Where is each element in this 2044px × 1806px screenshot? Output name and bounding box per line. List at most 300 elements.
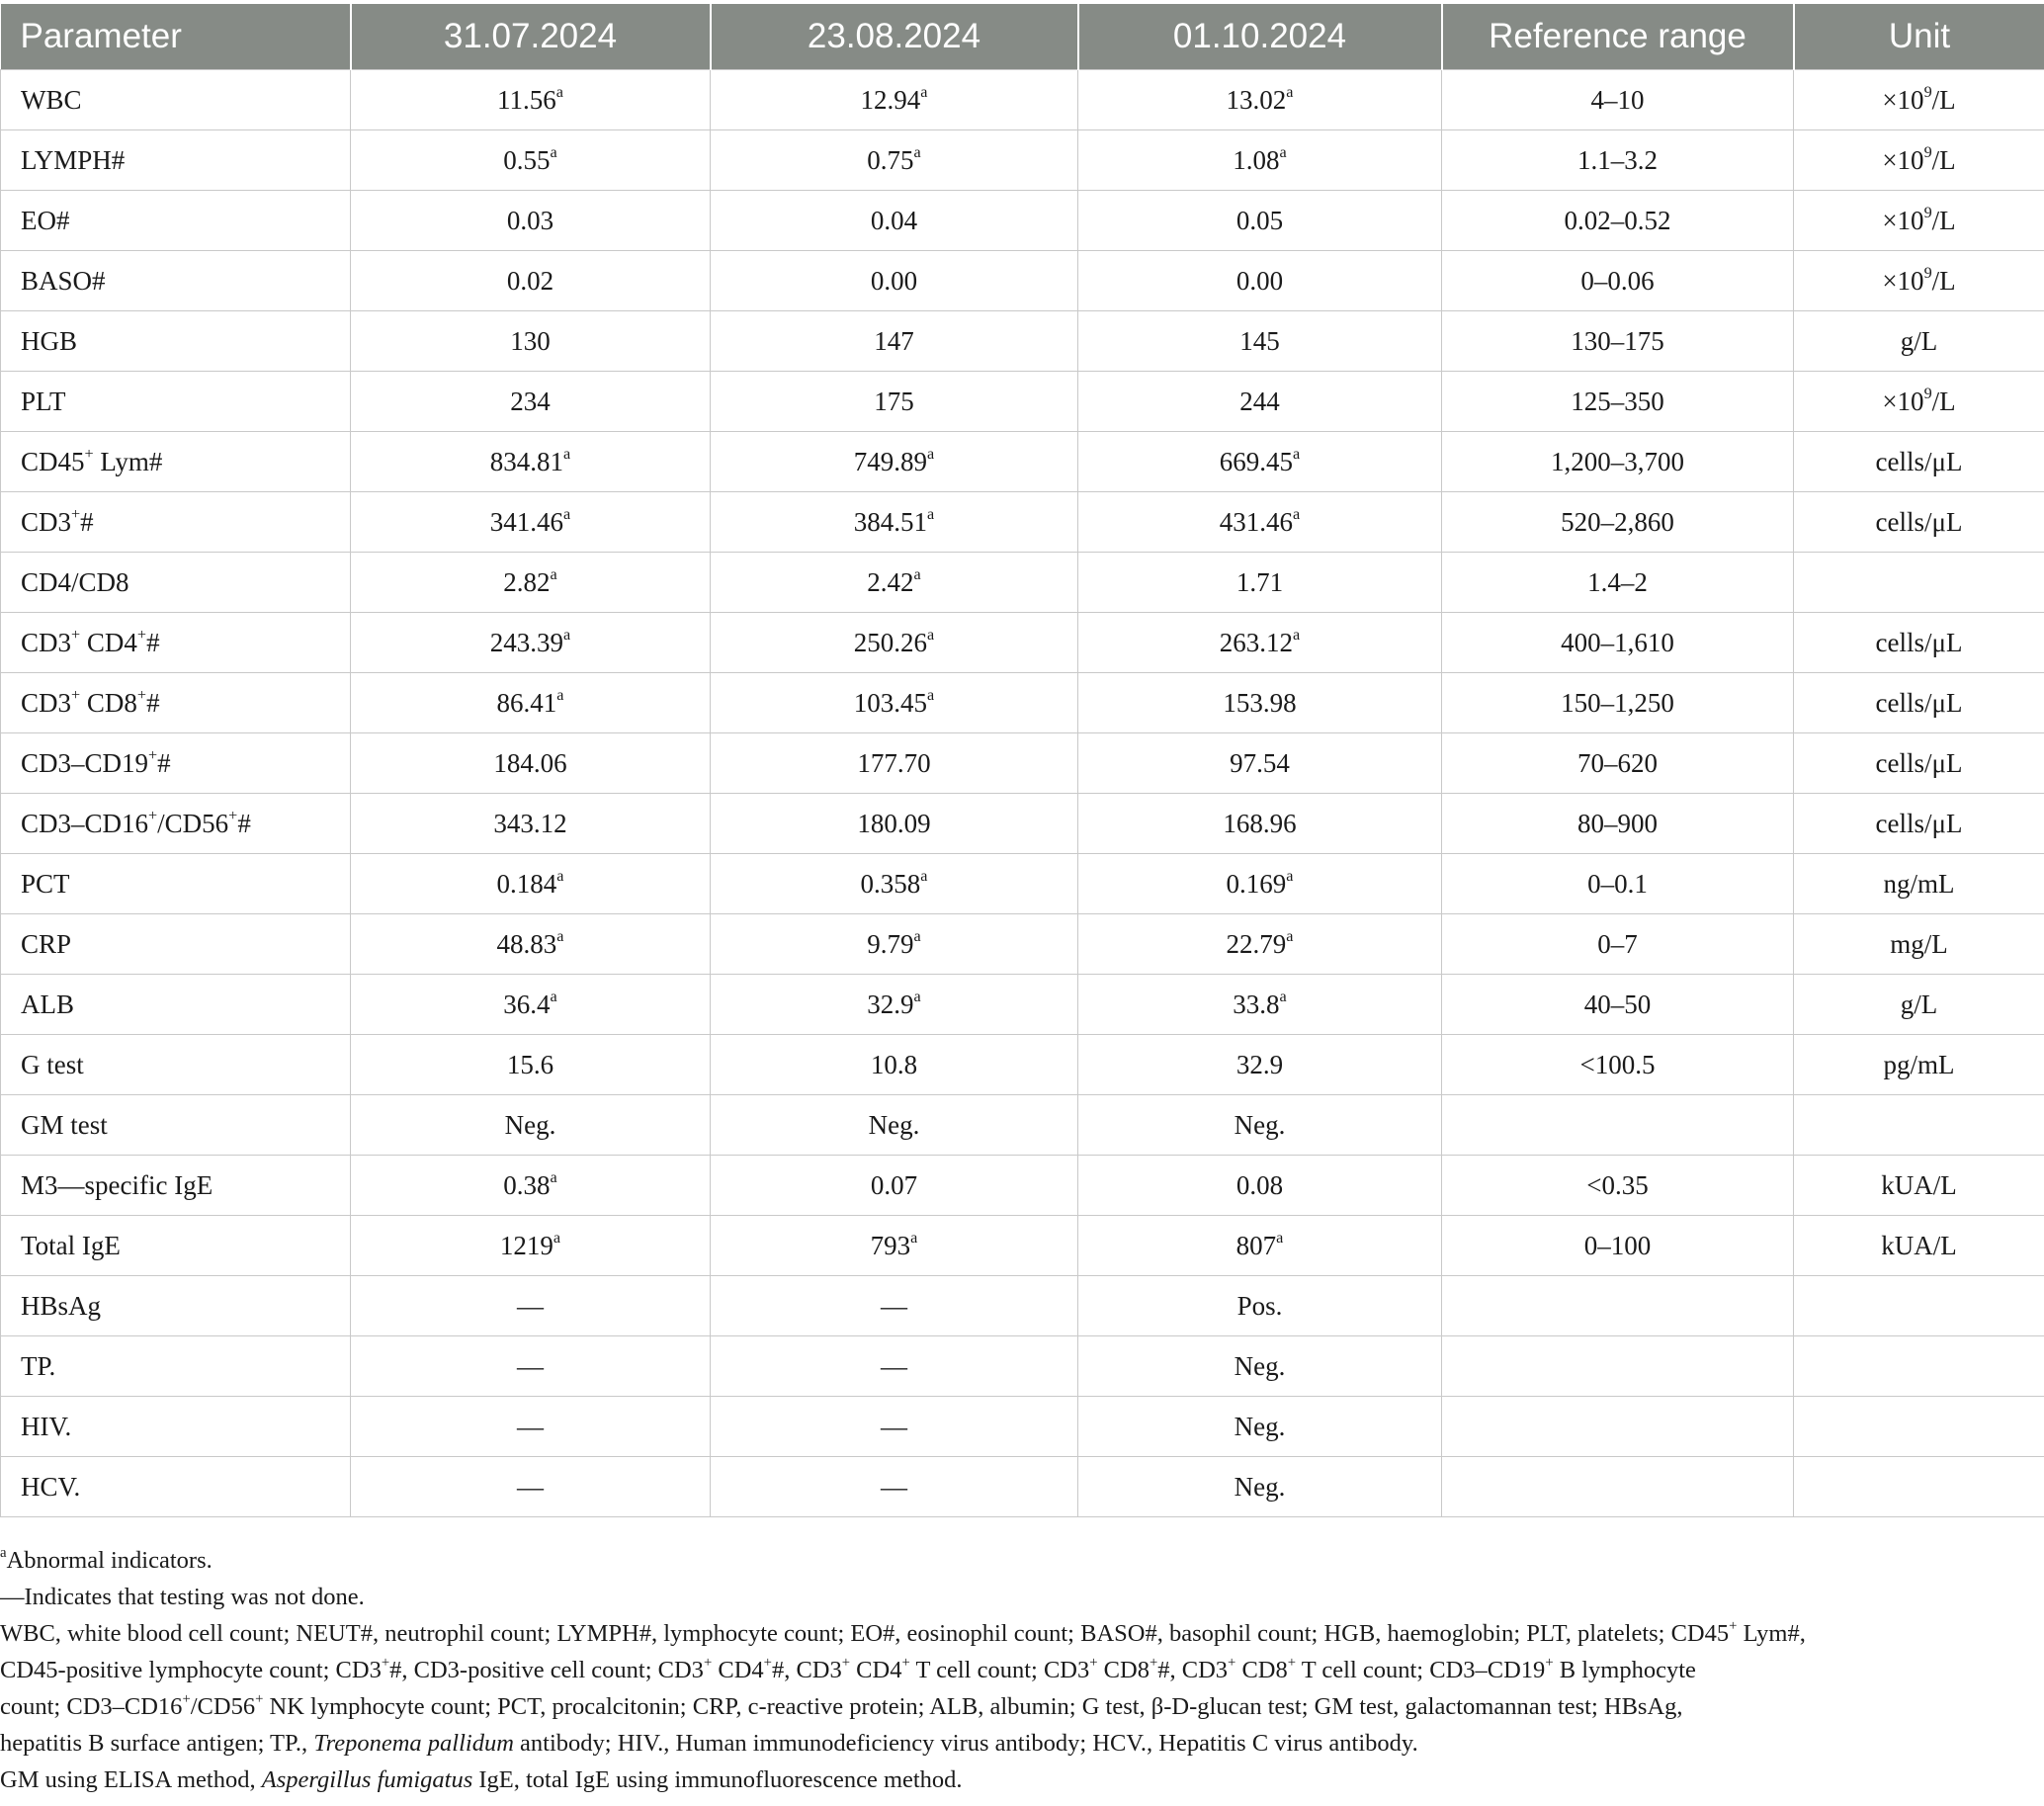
- table-row: [1, 70, 2044, 130]
- abnormal-marker: a: [913, 142, 921, 161]
- footnote-dash: —Indicates that testing was not done.: [0, 1584, 365, 1610]
- value-text: Neg.: [504, 1109, 556, 1140]
- cell-unit: [1794, 1035, 2044, 1095]
- cell-unit: [1794, 1095, 2044, 1156]
- parameter-superscript: +: [148, 806, 158, 824]
- cell-value-date-2: [711, 794, 1078, 854]
- value-text: 0.00: [1235, 265, 1284, 296]
- value-text: 32.9: [1235, 1049, 1284, 1079]
- unit-text: ×10: [1882, 84, 1924, 115]
- unit-superscript: 9: [1923, 263, 1932, 282]
- cell-reference-range: [1442, 130, 1794, 191]
- footnote-abbreviations: [0, 1615, 2026, 1762]
- header-row: [1, 4, 2044, 70]
- reference-text: 125–350: [1571, 386, 1664, 416]
- value-text: 1.71: [1235, 566, 1284, 597]
- value-text: 384.51: [853, 506, 928, 537]
- value-text: Pos.: [1236, 1290, 1283, 1321]
- value-text: 168.96: [1223, 808, 1297, 838]
- reference-text: <0.35: [1586, 1169, 1649, 1200]
- cell-unit: [1794, 794, 2044, 854]
- cell-reference-range: [1442, 432, 1794, 492]
- cell-reference-range: [1442, 1035, 1794, 1095]
- reference-text: 0–0.1: [1587, 868, 1648, 899]
- abnormal-marker: a: [927, 444, 935, 463]
- table-row: [1, 553, 2044, 613]
- table-row: [1, 914, 2044, 975]
- cell-parameter: [1, 1336, 351, 1397]
- abnormal-marker: a: [550, 564, 557, 583]
- cell-value-date-1: [351, 1035, 711, 1095]
- value-text: Neg.: [868, 1109, 920, 1140]
- cell-unit: [1794, 251, 2044, 311]
- cell-unit: [1794, 733, 2044, 794]
- parameter-superscript: +: [136, 625, 147, 644]
- cell-value-date-1: [351, 1336, 711, 1397]
- cell-unit: [1794, 492, 2044, 553]
- cell-parameter: [1, 914, 351, 975]
- cell-reference-range: [1442, 975, 1794, 1035]
- abbr-sup: +: [381, 1655, 390, 1672]
- table-row: [1, 1397, 2044, 1457]
- abbr-sup: +: [841, 1655, 851, 1672]
- parameter-text: M3—specific IgE: [21, 1169, 213, 1200]
- value-text: 48.83: [496, 928, 557, 959]
- abbr-text: hepatitis B surface antigen; TP.,: [0, 1730, 314, 1757]
- abnormal-marker: a: [1293, 504, 1301, 523]
- table-header: [1, 4, 2044, 70]
- value-text: 0.55: [503, 144, 551, 175]
- cell-reference-range: [1442, 311, 1794, 372]
- cell-value-date-1: [351, 1156, 711, 1216]
- table-row: [1, 1095, 2044, 1156]
- parameter-text: CD4/CD8: [21, 566, 129, 597]
- cell-value-date-1: [351, 1397, 711, 1457]
- cell-parameter: [1, 492, 351, 553]
- cell-value-date-1: [351, 794, 711, 854]
- cell-reference-range: [1442, 1276, 1794, 1336]
- cell-value-date-2: [711, 372, 1078, 432]
- cell-parameter: [1, 613, 351, 673]
- abnormal-marker: a: [563, 444, 571, 463]
- table-row: [1, 130, 2044, 191]
- reference-text: <100.5: [1579, 1049, 1656, 1079]
- value-text: 33.8: [1233, 989, 1280, 1019]
- value-text: 36.4: [503, 989, 551, 1019]
- unit-text: cells/μL: [1875, 747, 1963, 778]
- abbr-text: #, CD3: [771, 1657, 842, 1683]
- header-reference-range: Reference range: [1442, 4, 1794, 70]
- table-row: [1, 251, 2044, 311]
- abbr-text: B lymphocyte: [1553, 1657, 1696, 1683]
- abbr-text: WBC, white blood cell count; NEUT#, neutrophil count; LYMPH#, lymphocyte count; EO#, eosinophil count; BASO#, basophil count; HGB, haemoglobin; PLT, platelets; CD45: [0, 1620, 1730, 1647]
- value-text: 177.70: [857, 747, 931, 778]
- cell-value-date-3: [1078, 794, 1442, 854]
- cell-unit: [1794, 1457, 2044, 1517]
- value-text: 86.41: [496, 687, 557, 718]
- value-text: 0.169: [1226, 868, 1287, 899]
- cell-value-date-3: [1078, 70, 1442, 130]
- value-text: Neg.: [1234, 1411, 1286, 1441]
- reference-text: 0–100: [1583, 1230, 1652, 1260]
- abnormal-marker: a: [563, 504, 571, 523]
- abnormal-marker: a: [1286, 926, 1294, 945]
- table-row: [1, 432, 2044, 492]
- cell-unit: [1794, 432, 2044, 492]
- cell-reference-range: [1442, 1095, 1794, 1156]
- parameter-text: CD3: [21, 506, 72, 537]
- unit-text: kUA/L: [1881, 1230, 1957, 1260]
- value-text: 97.54: [1230, 747, 1290, 778]
- parameter-superscript: +: [228, 806, 238, 824]
- table-row: [1, 1156, 2044, 1216]
- cell-unit: [1794, 372, 2044, 432]
- parameter-text: Total IgE: [21, 1230, 121, 1260]
- value-text: 834.81: [489, 446, 564, 476]
- cell-value-date-2: [711, 613, 1078, 673]
- abbr-text: T cell count; CD3–CD19: [1296, 1657, 1546, 1683]
- cell-value-date-2: [711, 854, 1078, 914]
- cell-value-date-2: [711, 1156, 1078, 1216]
- value-text: 0.03: [506, 205, 554, 235]
- parameter-text: CD3: [21, 627, 72, 657]
- cell-value-date-1: [351, 553, 711, 613]
- header-date-1: 31.07.2024: [351, 4, 711, 70]
- cell-reference-range: [1442, 1336, 1794, 1397]
- unit-text: mg/L: [1890, 928, 1948, 959]
- reference-text: 4–10: [1590, 84, 1645, 115]
- value-text: 2.42: [867, 566, 914, 597]
- cell-parameter: [1, 432, 351, 492]
- cell-value-date-3: [1078, 733, 1442, 794]
- abnormal-marker: a: [920, 82, 928, 101]
- unit-text: ng/mL: [1883, 868, 1955, 899]
- parameter-text: G test: [21, 1049, 84, 1079]
- cell-value-date-3: [1078, 311, 1442, 372]
- cell-unit: [1794, 673, 2044, 733]
- cell-value-date-3: [1078, 553, 1442, 613]
- value-text: 234: [510, 386, 551, 416]
- unit-text: ×10: [1882, 386, 1924, 416]
- cell-parameter: [1, 251, 351, 311]
- parameter-text: HGB: [21, 325, 78, 356]
- cell-value-date-1: [351, 251, 711, 311]
- value-text: 263.12: [1219, 627, 1294, 657]
- cell-value-date-3: [1078, 191, 1442, 251]
- cell-reference-range: [1442, 854, 1794, 914]
- cell-reference-range: [1442, 914, 1794, 975]
- reference-text: 0–7: [1597, 928, 1638, 959]
- cell-unit: [1794, 553, 2044, 613]
- abbr-text: /CD56: [190, 1693, 256, 1720]
- abbr-sup: +: [255, 1691, 264, 1708]
- method-text: IgE, total IgE using immunofluorescence method.: [472, 1766, 963, 1793]
- cell-unit: [1794, 130, 2044, 191]
- cell-value-date-2: [711, 1336, 1078, 1397]
- parameter-text: #: [80, 506, 94, 537]
- cell-parameter: [1, 130, 351, 191]
- cell-value-date-3: [1078, 975, 1442, 1035]
- value-text: 0.02: [506, 265, 554, 296]
- cell-unit: [1794, 70, 2044, 130]
- abbr-text: #, CD3: [1157, 1657, 1229, 1683]
- cell-parameter: [1, 733, 351, 794]
- parameter-text: HIV.: [21, 1411, 72, 1441]
- cell-unit: [1794, 1397, 2044, 1457]
- cell-value-date-2: [711, 191, 1078, 251]
- value-text: 12.94: [860, 84, 921, 115]
- cell-value-date-2: [711, 975, 1078, 1035]
- cell-value-date-3: [1078, 1276, 1442, 1336]
- abnormal-marker: a: [555, 82, 563, 101]
- value-text: 244: [1239, 386, 1280, 416]
- reference-text: 520–2,860: [1561, 506, 1674, 537]
- parameter-superscript: +: [84, 444, 94, 463]
- cell-unit: [1794, 1276, 2044, 1336]
- value-text: 22.79: [1226, 928, 1287, 959]
- unit-text: /L: [1931, 205, 1956, 235]
- unit-text: ×10: [1882, 205, 1924, 235]
- cell-parameter: [1, 311, 351, 372]
- value-text: —: [517, 1290, 544, 1321]
- cell-value-date-1: [351, 191, 711, 251]
- abnormal-marker: a: [920, 866, 928, 885]
- cell-reference-range: [1442, 613, 1794, 673]
- cell-reference-range: [1442, 553, 1794, 613]
- value-text: 250.26: [853, 627, 928, 657]
- parameter-text: WBC: [21, 84, 82, 115]
- abnormal-marker: a: [927, 504, 935, 523]
- cell-value-date-3: [1078, 1156, 1442, 1216]
- cell-parameter: [1, 1035, 351, 1095]
- cell-value-date-3: [1078, 1095, 1442, 1156]
- cell-value-date-3: [1078, 1457, 1442, 1517]
- cell-value-date-1: [351, 613, 711, 673]
- table-row: [1, 613, 2044, 673]
- unit-text: /L: [1931, 386, 1956, 416]
- abbr-sup: +: [901, 1655, 910, 1672]
- cell-parameter: [1, 1457, 351, 1517]
- cell-value-date-2: [711, 733, 1078, 794]
- cell-value-date-1: [351, 372, 711, 432]
- parameter-text: TP.: [21, 1350, 56, 1381]
- reference-text: 0.02–0.52: [1564, 205, 1671, 235]
- parameter-text: GM test: [21, 1109, 108, 1140]
- value-text: —: [517, 1350, 544, 1381]
- value-text: 749.89: [853, 446, 928, 476]
- value-text: 0.75: [867, 144, 914, 175]
- cell-value-date-2: [711, 673, 1078, 733]
- abnormal-marker: a: [550, 1167, 557, 1186]
- parameter-superscript: +: [136, 685, 147, 704]
- value-text: 431.46: [1219, 506, 1294, 537]
- cell-parameter: [1, 191, 351, 251]
- abbr-text: count; CD3–CD16: [0, 1693, 183, 1720]
- cell-parameter: [1, 1216, 351, 1276]
- cell-unit: [1794, 914, 2044, 975]
- value-text: 243.39: [489, 627, 564, 657]
- value-text: 10.8: [870, 1049, 918, 1079]
- unit-text: ×10: [1882, 144, 1924, 175]
- header-date-2: 23.08.2024: [711, 4, 1078, 70]
- unit-superscript: 9: [1923, 203, 1932, 221]
- reference-text: 150–1,250: [1561, 687, 1674, 718]
- reference-text: 40–50: [1583, 989, 1652, 1019]
- parameter-text: /CD56: [157, 808, 229, 838]
- table-row: [1, 311, 2044, 372]
- abnormal-marker: a: [563, 625, 571, 644]
- cell-parameter: [1, 1156, 351, 1216]
- abbr-text: Lym#,: [1737, 1620, 1806, 1647]
- abnormal-marker: a: [550, 987, 557, 1005]
- reference-text: 1.1–3.2: [1577, 144, 1658, 175]
- abnormal-marker: a: [1286, 82, 1294, 101]
- value-text: —: [881, 1350, 907, 1381]
- value-text: 153.98: [1223, 687, 1297, 718]
- cell-reference-range: [1442, 492, 1794, 553]
- cell-reference-range: [1442, 1397, 1794, 1457]
- parameter-text: PLT: [21, 386, 66, 416]
- cell-unit: [1794, 1216, 2044, 1276]
- value-text: 184.06: [493, 747, 567, 778]
- cell-value-date-1: [351, 1457, 711, 1517]
- abbr-sup: +: [182, 1691, 191, 1708]
- unit-text: /L: [1931, 84, 1956, 115]
- unit-superscript: 9: [1923, 82, 1932, 101]
- cell-value-date-3: [1078, 1397, 1442, 1457]
- cell-value-date-3: [1078, 854, 1442, 914]
- parameter-text: PCT: [21, 868, 70, 899]
- value-text: 669.45: [1219, 446, 1294, 476]
- abnormal-marker: a: [910, 1228, 918, 1247]
- parameter-text: HCV.: [21, 1471, 81, 1502]
- unit-text: pg/mL: [1883, 1049, 1955, 1079]
- value-text: 0.184: [496, 868, 557, 899]
- value-text: 0.07: [870, 1169, 918, 1200]
- cell-value-date-3: [1078, 432, 1442, 492]
- table-row: [1, 1336, 2044, 1397]
- parameter-text: CD3–CD16: [21, 808, 149, 838]
- value-text: 1.08: [1233, 144, 1280, 175]
- cell-parameter: [1, 1397, 351, 1457]
- abbr-text: CD4: [712, 1657, 764, 1683]
- abnormal-marker: a: [1279, 987, 1287, 1005]
- reference-text: 80–900: [1577, 808, 1658, 838]
- unit-text: cells/μL: [1875, 446, 1963, 476]
- cell-parameter: [1, 794, 351, 854]
- value-text: 32.9: [867, 989, 914, 1019]
- value-text: Neg.: [1234, 1109, 1286, 1140]
- parameter-text: CD45: [21, 446, 85, 476]
- value-text: 807: [1235, 1230, 1277, 1260]
- cell-value-date-1: [351, 1276, 711, 1336]
- value-text: 13.02: [1226, 84, 1287, 115]
- reference-text: 130–175: [1571, 325, 1664, 356]
- abnormal-marker: a: [927, 625, 935, 644]
- cell-value-date-1: [351, 130, 711, 191]
- table-row: [1, 1035, 2044, 1095]
- parameter-text: Lym#: [93, 446, 163, 476]
- parameter-text: BASO#: [21, 265, 106, 296]
- cell-value-date-3: [1078, 1336, 1442, 1397]
- cell-value-date-3: [1078, 251, 1442, 311]
- cell-value-date-1: [351, 914, 711, 975]
- value-text: 0.04: [870, 205, 918, 235]
- cell-unit: [1794, 311, 2044, 372]
- abnormal-text: Abnormal indicators.: [6, 1547, 213, 1574]
- reference-text: 400–1,610: [1561, 627, 1674, 657]
- parameter-text: #: [146, 627, 160, 657]
- unit-text: /L: [1931, 265, 1956, 296]
- unit-text: g/L: [1900, 325, 1938, 356]
- table-row: [1, 975, 2044, 1035]
- value-text: Neg.: [1234, 1350, 1286, 1381]
- reference-text: 1,200–3,700: [1551, 446, 1684, 476]
- cell-value-date-3: [1078, 1035, 1442, 1095]
- cell-reference-range: [1442, 1457, 1794, 1517]
- cell-parameter: [1, 673, 351, 733]
- value-text: 145: [1239, 325, 1280, 356]
- method-italic: Aspergillus fumigatus: [261, 1766, 473, 1793]
- abbr-sup: +: [1545, 1655, 1554, 1672]
- parameter-text: #: [237, 808, 251, 838]
- abnormal-marker: a: [556, 926, 564, 945]
- cell-reference-range: [1442, 1216, 1794, 1276]
- cell-unit: [1794, 191, 2044, 251]
- cell-value-date-3: [1078, 372, 1442, 432]
- unit-text: g/L: [1900, 989, 1938, 1019]
- parameter-superscript: +: [71, 685, 81, 704]
- value-text: 0.358: [860, 868, 921, 899]
- abbr-sup: +: [1149, 1655, 1158, 1672]
- cell-value-date-2: [711, 1095, 1078, 1156]
- cell-unit: [1794, 1156, 2044, 1216]
- cell-value-date-2: [711, 432, 1078, 492]
- abnormal-marker: a: [913, 564, 921, 583]
- cell-value-date-1: [351, 432, 711, 492]
- value-text: 0.08: [1235, 1169, 1284, 1200]
- abbr-italic: Treponema pallidum: [313, 1730, 514, 1757]
- table-row: [1, 733, 2044, 794]
- value-text: 147: [874, 325, 914, 356]
- value-text: 130: [510, 325, 551, 356]
- abnormal-marker: a: [553, 1228, 561, 1247]
- abnormal-marker: a: [1286, 866, 1294, 885]
- table-footnotes: [0, 1542, 2026, 1798]
- unit-text: cells/μL: [1875, 808, 1963, 838]
- header-parameter: Parameter: [1, 4, 351, 70]
- cell-unit: [1794, 1336, 2044, 1397]
- cell-parameter: [1, 70, 351, 130]
- value-text: 2.82: [503, 566, 551, 597]
- cell-value-date-2: [711, 1035, 1078, 1095]
- cell-parameter: [1, 854, 351, 914]
- cell-value-date-1: [351, 854, 711, 914]
- cell-value-date-2: [711, 492, 1078, 553]
- abnormal-marker: a: [1293, 444, 1301, 463]
- cell-value-date-2: [711, 1457, 1078, 1517]
- abnormal-marker: a: [1276, 1228, 1284, 1247]
- abnormal-marker: a: [0, 1545, 7, 1562]
- cell-value-date-2: [711, 251, 1078, 311]
- cell-value-date-2: [711, 70, 1078, 130]
- cell-value-date-2: [711, 553, 1078, 613]
- value-text: 180.09: [857, 808, 931, 838]
- cell-value-date-2: [711, 130, 1078, 191]
- value-text: —: [881, 1411, 907, 1441]
- table-body: [1, 70, 2044, 1517]
- abbr-text: CD4: [850, 1657, 902, 1683]
